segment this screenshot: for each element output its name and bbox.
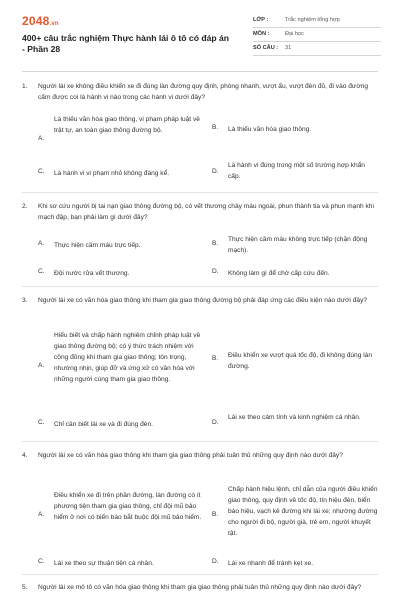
option-letter[interactable]: A. [38,135,45,142]
option-letter[interactable]: A. [38,511,45,518]
question-divider [22,192,378,193]
question-number: 1. [22,83,28,90]
question-text: Người lái xe không điều khiển xe đi đúng làn đường quy định, phóng nhanh, vượt ẩu, vượt đèn đỏ, đi vào đường cấm được coi là hành vi nào trong các hành vi dưới đây? [38,83,368,101]
option-text[interactable]: Chấp hành hiệu lệnh, chỉ dẫn của người điều khiển giao thông, quy định về tốc độ, tín hiệu đèn, biển báo hiệu, vạch kẻ đường khi lái xe; nhường đường cho người đi bộ, người già, trẻ em, người khuyết tật. [228,486,378,537]
option-text[interactable]: Điều khiển xe đi trên phần đường, làn đường có ít phương tiện tham gia giao thông, chỉ đội mũ bảo hiểm ở nơi có biển báo bắt buộc đội mũ bảo hiểm. [54,492,202,521]
meta-key: MÔN : [253,31,270,37]
option-text[interactable]: Là hành vi đúng trong một số trường hợp khẩn cấp. [228,162,365,180]
option-text[interactable]: Chỉ cần biết lái xe và đi đúng đèn. [54,421,153,428]
question-number: 4. [22,452,28,459]
option-letter[interactable]: B. [212,240,219,247]
logo-domain: .vn [49,21,59,27]
meta-key: LỚP : [253,17,269,23]
logo-text: 2048 [22,14,50,28]
meta-key: SỐ CÂU : [253,45,279,51]
option-text[interactable]: Lái xe theo cảm tính và kinh nghiệm cá nhân. [228,414,361,421]
option-text[interactable]: Không làm gì để chờ cấp cứu đến. [228,270,330,277]
option-text[interactable]: Là thiếu văn hóa giao thông. [228,126,312,133]
option-text[interactable]: Thực hiện cầm máu không trực tiếp (chặn động mạch). [228,236,368,254]
document-meta [253,14,381,56]
option-letter[interactable]: D. [212,419,219,426]
document-title: 400+ câu trắc nghiệm Thực hành lái ô tô có đáp án - Phần 28 [22,33,230,54]
option-text[interactable]: Lái xe theo sự thuận tiện cá nhân. [54,560,154,567]
site-logo[interactable] [22,14,59,28]
option-text[interactable]: Điều khiển xe vượt quá tốc độ, đi không đúng làn đường. [228,352,373,370]
option-letter[interactable]: C. [38,558,45,565]
document-header [0,0,400,64]
option-letter[interactable]: A. [38,362,45,369]
meta-value: 31 [285,45,292,51]
question-divider [22,574,378,575]
option-letter[interactable]: D. [212,268,219,275]
option-text[interactable]: Lái xe nhanh để tránh kẹt xe. [228,560,314,567]
option-text[interactable]: Là hành vi vi phạm nhỏ không đáng kể. [54,170,170,177]
question-text: Người lái xe mô tô có văn hóa giao thông khi tham gia giao thông phải tuân thủ những quy định nào dưới đây? [38,584,362,591]
option-letter[interactable]: A. [38,240,45,247]
option-letter[interactable]: B. [212,124,219,131]
question-text: Người lái xe có văn hóa giao thông khi tham gia giao thông phải tuân thủ những quy định nào dưới đây? [38,452,343,459]
option-letter[interactable]: C. [38,168,45,175]
question-number: 3. [22,297,28,304]
option-letter[interactable]: C. [38,268,45,275]
option-text[interactable]: Hiểu biết và chấp hành nghiêm chỉnh pháp luật về giao thông đường bộ; có ý thức trách nhiệm với cộng đồng khi tham gia giao thông; tôn trọng, nhường nhịn, giúp đỡ và ứng xử có văn hóa với những người cùng tham gia giao thông. [54,332,201,383]
question-number: 2. [22,203,28,210]
meta-row-count [253,42,381,56]
question-divider [22,441,378,442]
option-text[interactable]: Thực hiện cầm máu trực tiếp. [54,242,141,249]
option-text[interactable]: Đội nước rửa vết thương. [54,270,130,277]
option-letter[interactable]: B. [212,355,219,362]
meta-row-class [253,14,381,28]
question-divider [22,286,378,287]
option-letter[interactable]: B. [212,511,219,518]
question-number: 5. [22,584,28,591]
option-letter[interactable]: D. [212,558,219,565]
meta-value: Đại học [285,31,304,37]
header-divider [22,71,378,72]
option-letter[interactable]: D. [212,168,219,175]
question-text: Khi sơ cứu người bị tai nạn giao thông đường bộ, có vết thương chảy máu ngoài, phun thành tia và phun mạnh khi mạch đập, bạn phải làm gì dưới đây? [38,203,374,221]
option-letter[interactable]: C. [38,419,45,426]
meta-row-subject [253,28,381,42]
meta-value: Trắc nghiệm tổng hợp [285,17,340,23]
question-text: Người lái xe có văn hóa giao thông khi tham gia giao thông đường bộ phải đáp ứng các điều kiện nào dưới đây? [38,297,368,304]
option-text[interactable]: Là thiếu văn hóa giao thông, vi phạm pháp luật về trật tự, an toàn giao thông đường bộ. [54,116,200,134]
